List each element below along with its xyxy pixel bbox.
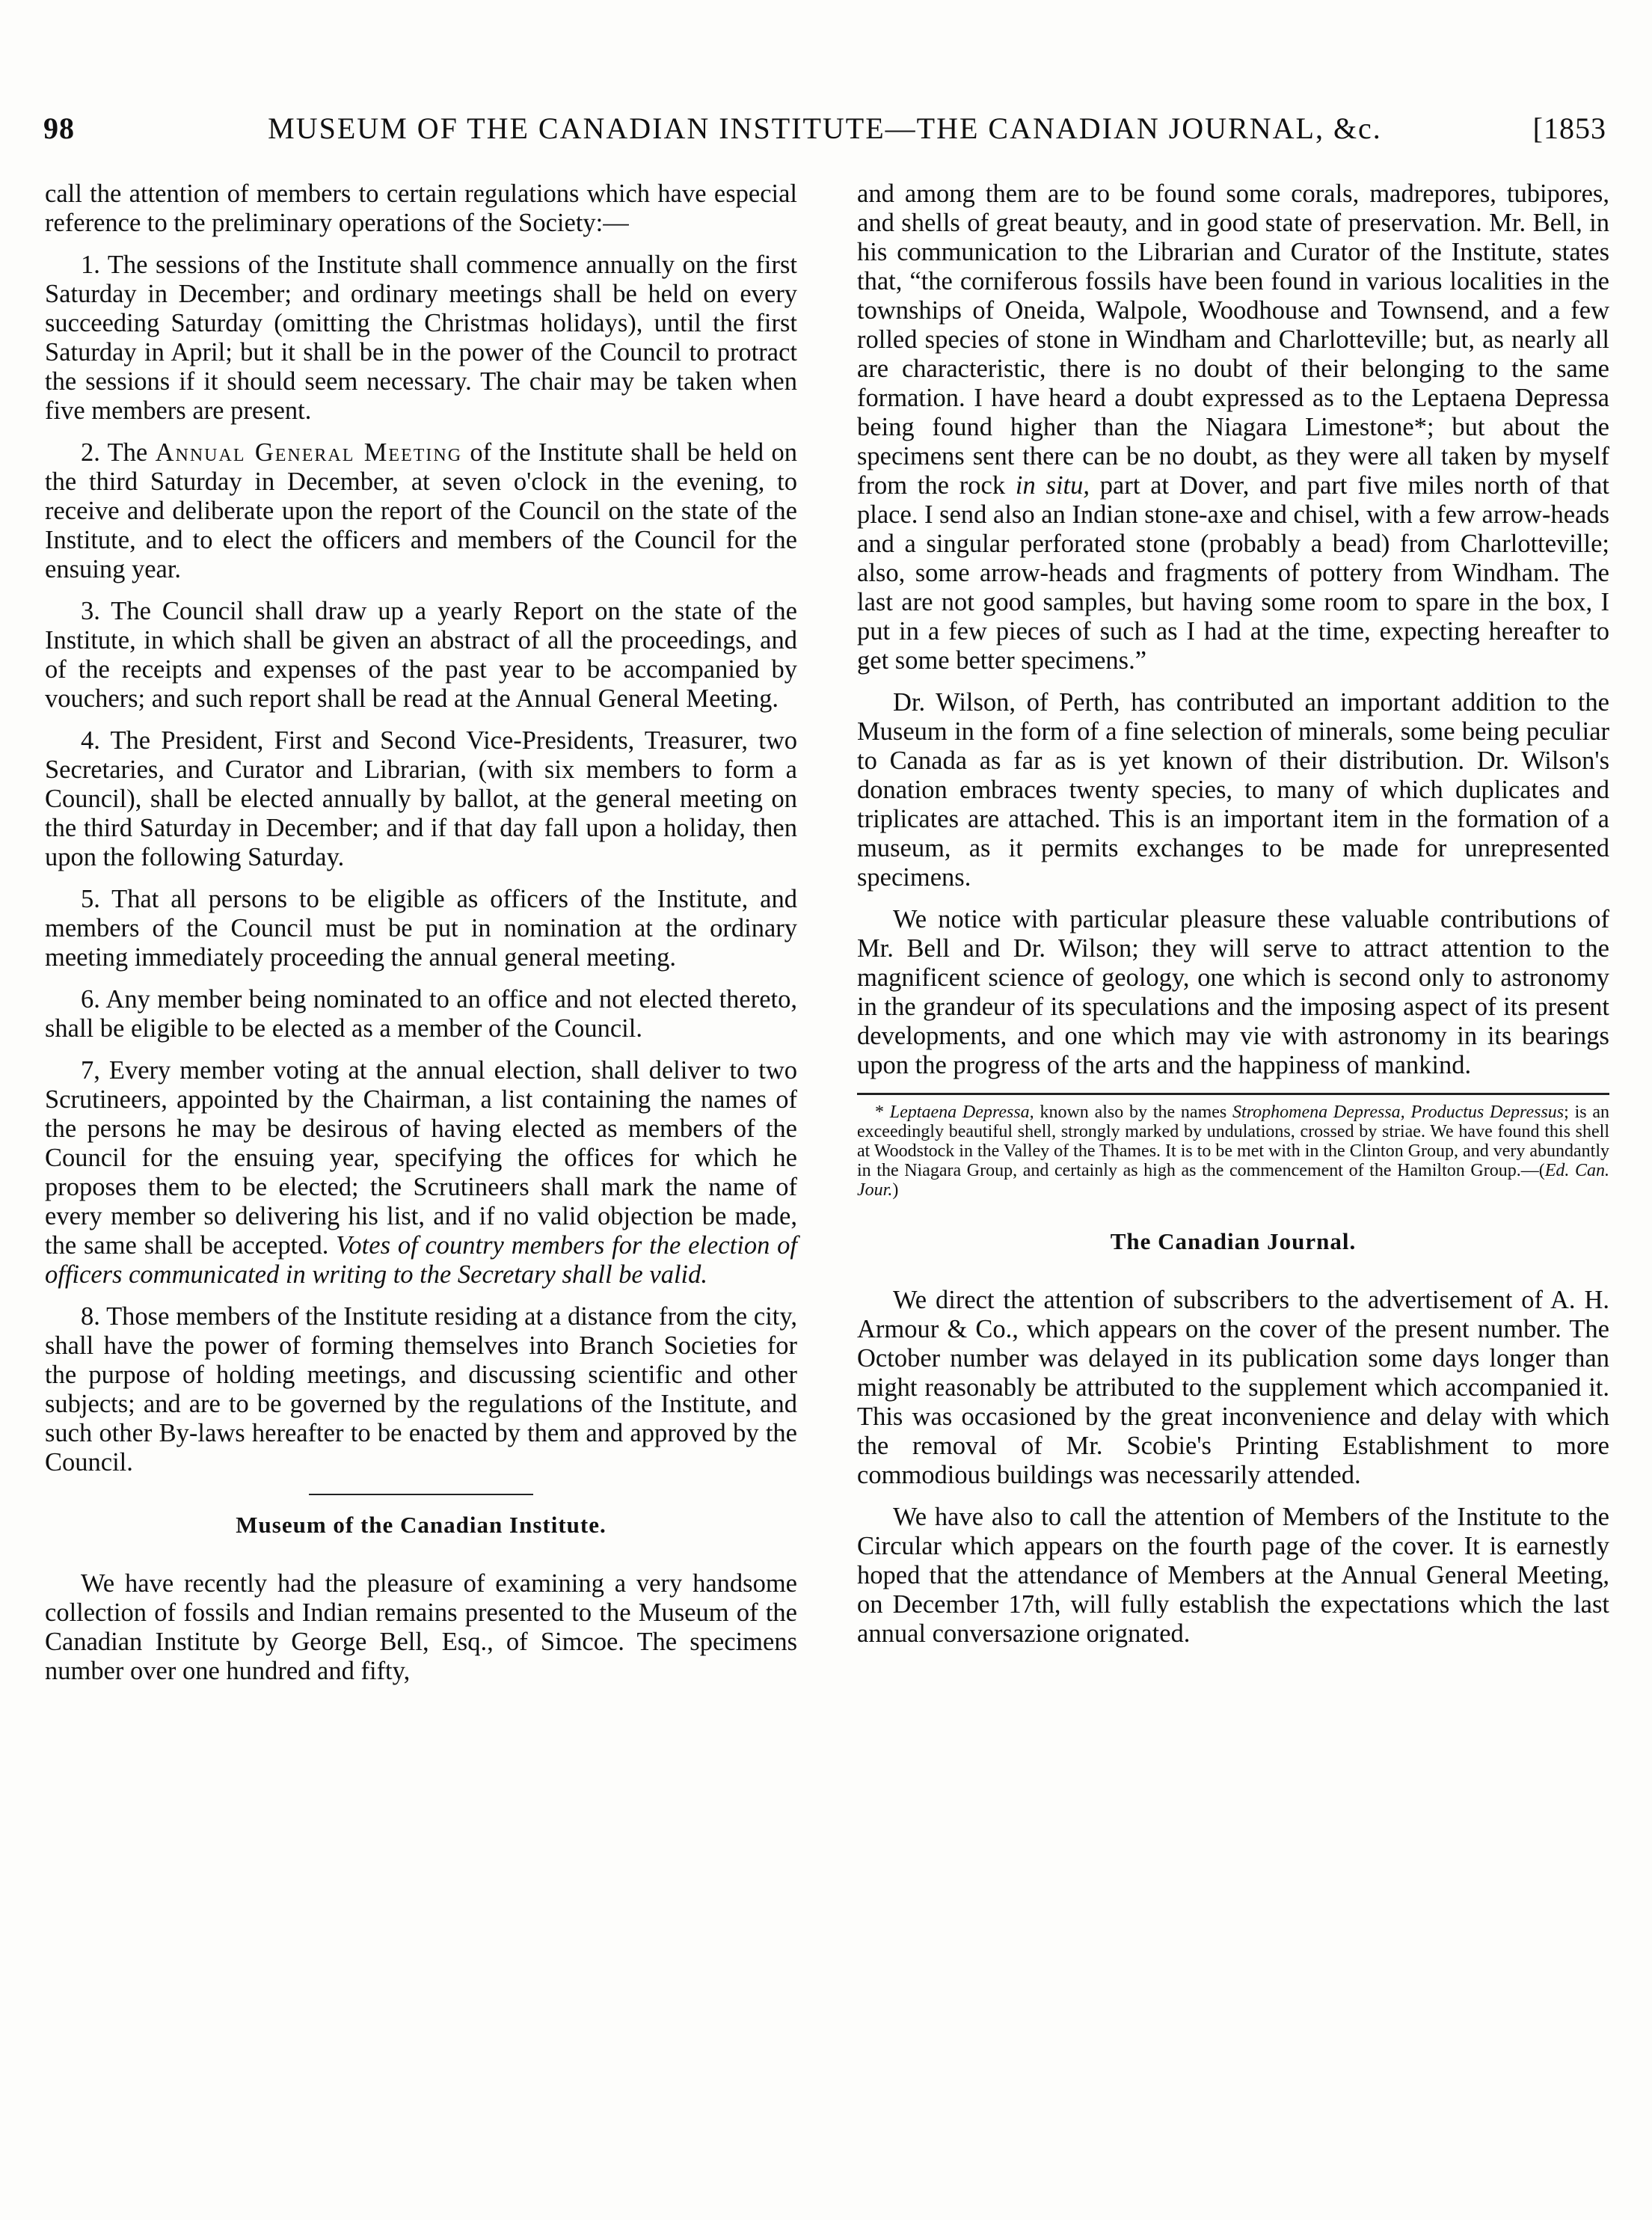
footnote-source: Ed. Can. Jour.	[857, 1161, 1610, 1200]
running-title: MUSEUM OF THE CANADIAN INSTITUTE—THE CANADIAN JOURNAL, &c.	[268, 111, 1382, 145]
regulation-2-caps: Annual General Meeting	[155, 438, 463, 467]
in-situ-text: in situ,	[1015, 471, 1090, 500]
continued-paragraph	[857, 180, 1609, 675]
continued-text: and among them are to be found some corals, madrepores, tubipores, and shells of great beauty, and in good state of preservation. Mr. Bell, in his communication to the Librarian and Curator of the Institute, states that, “the corniferous fossils have been found in various localities in the townships of Oneida, Walpole, Woodhouse and Townsend, and a few rolled species of stone in Windham and Charlotteville; but, as nearly all are characteristic, there is no doubt of their belonging to the same formation. I have heard a doubt expressed as to the Leptaena Depressa being found higher than the Niagara Limestone*; but about the specimens sent there can be no doubt, as they were all taken by myself from the rock	[857, 180, 1609, 500]
intro-paragraph: call the attention of members to certain regulations which have especial reference to the preliminary operations of the Society:—	[45, 180, 797, 237]
museum-heading: Museum of the Canadian Institute.	[236, 1512, 607, 1538]
notice-paragraph: We notice with particular pleasure these valuable contributions of Mr. Bell and Dr. Wilson; they will serve to attract attention to the magnificent science of geology, one which is second only to astronomy in the grandeur of its speculations and the imposing aspect of its present developments, and one which may vie with astronomy in its bearings upon the progress of the arts and the happiness of mankind.	[857, 905, 1609, 1079]
right-column	[857, 180, 1609, 1661]
regulation-1: 1. The sessions of the Institute shall commence annually on the first Saturday in December; and ordinary meetings shall be held on every succeeding Saturday (omitting the Christmas holidays), until the first Saturday in April; but it shall be in the power of the Council to protract the sessions if it should seem necessary. The chair may be taken when five members are present.	[45, 251, 797, 425]
regulation-8: 8. Those members of the Institute residing at a distance from the city, shall have the power of forming themselves into Branch Societies for the purpose of holding meetings, and discussing scientific and other subjects; and are to be governed by the regulations of the Institute, and such other By-laws hereafter to be enacted by them and approved by the Council.	[45, 1302, 797, 1477]
header-year: [1853	[1532, 111, 1606, 145]
regulation-2-lead: 2. The	[81, 438, 148, 467]
footnote-marker: *	[875, 1103, 884, 1122]
section-rule	[309, 1494, 533, 1495]
page-number: 98	[43, 111, 75, 145]
regulation-6: 6. Any member being nominated to an office and not elected thereto, shall be eligible to be elected as a member of the Council.	[45, 985, 797, 1043]
regulation-2-rest: of the Institute shall be held on the third Saturday in December, at seven o'clock in the evening, to receive and deliberate upon the report of the Council on the state of the Institute, and to elect the officers and members of the Council for the ensuing year.	[45, 438, 798, 583]
footnote-close: )	[892, 1180, 899, 1200]
regulation-7-text: 7, Every member voting at the annual election, shall deliver to two Scrutineers, appointed by the Chairman, a list containing the names of the persons he may be desirous of having elected as members of the Council for the ensuing year, specifying the offices for which he proposes them to be elected; the Scrutineers shall mark the name of every member so delivering his list, and if no valid objection be made, the same shall be accepted.	[45, 1056, 797, 1260]
journal-heading: The Canadian Journal.	[1110, 1228, 1357, 1254]
running-header	[43, 111, 1606, 156]
museum-paragraph: We have recently had the pleasure of examining a very handsome collection of fossils and Indian remains presented to the Museum of the Canadian Institute by George Bell, Esq., of Simcoe. The specimens number over one hundred and fifty,	[45, 1569, 797, 1685]
footnote-term: Leptaena Depressa,	[889, 1103, 1034, 1122]
regulation-7	[45, 1056, 797, 1290]
journal-paragraph: We direct the attention of subscribers to the advertisement of A. H. Armour & Co., which appears on the cover of the present number. The October number was delayed in its publication some days longer than might reasonably be attributed to the supplement which accompanied it. This was occasioned by the great inconvenience and delay with which the removal of Mr. Scobie's Printing Establishment to more commodious buildings was necessarily attended.	[857, 1286, 1609, 1489]
regulation-7-italic: Votes of country members for the election of officers communicated in writing to the Secretary shall be valid.	[45, 1231, 798, 1289]
regulation-4: 4. The President, First and Second Vice-Presidents, Treasurer, two Secretaries, and Curator and Librarian, (with six members to form a Council), shall be elected annually by ballot, at the general meeting on the third Saturday in December; and if that day fall upon a holiday, then upon the following Saturday.	[45, 726, 797, 871]
regulation-5: 5. That all persons to be eligible as officers of the Institute, and members of the Council must be put in nomination at the ordinary meeting immediately proceeding the annual general meeting.	[45, 885, 797, 972]
regulation-3: 3. The Council shall draw up a yearly Report on the state of the Institute, in which shall be given an abstract of all the proceedings, and of the receipts and expenses of the past year to be accompanied by vouchers; and such report shall be read at the Annual General Meeting.	[45, 597, 797, 713]
footnote-text-a: known also by the names	[1040, 1103, 1227, 1122]
circular-paragraph: We have also to call the attention of Members of the Institute to the Circular which appears on the fourth page of the cover. It is earnestly hoped that the attendance of Members at the Annual General Meeting, on December 17th, will fully establish the expectations which the last annual conversazione orignated.	[857, 1503, 1609, 1648]
continued-text-end: part at Dover, and part five miles north of that place. I send also an Indian stone-axe and chisel, with a few arrow-heads and a singular perforated stone (probably a bead) from Charlotteville; also, some arrow-heads and fragments of pottery from Windham. The last are not good samples, but having some room to spare in the box, I put in a few pieces of such as I had at the time, expecting hereafter to get some better specimens.”	[857, 471, 1610, 675]
left-column	[45, 180, 797, 1699]
footnote-synonyms: Strophomena Depressa, Productus Depressus	[1232, 1103, 1565, 1122]
wilson-paragraph: Dr. Wilson, of Perth, has contributed an important addition to the Museum in the form of a fine selection of minerals, some being peculiar to Canada as far as is yet known of their distribution. Dr. Wilson's donation embraces twenty species, to many of which duplicates and triplicates are attached. This is an important item in the formation of a museum, as it permits exchanges to be made for unrepresented specimens.	[857, 688, 1609, 892]
regulation-2	[45, 438, 797, 584]
footnote	[857, 1103, 1609, 1200]
footnote-text-b: ; is an exceedingly beautiful shell, strongly marked by undulations, crossed by striae. We have found this shell at Woodstock in the Valley of the Thames. It is to be met with in the Clinton Group, and very abundantly in the Niagara Group, and certainly as high as the commencement of the Hamilton Group.—(	[857, 1103, 1610, 1180]
footnote-rule	[857, 1093, 1609, 1095]
